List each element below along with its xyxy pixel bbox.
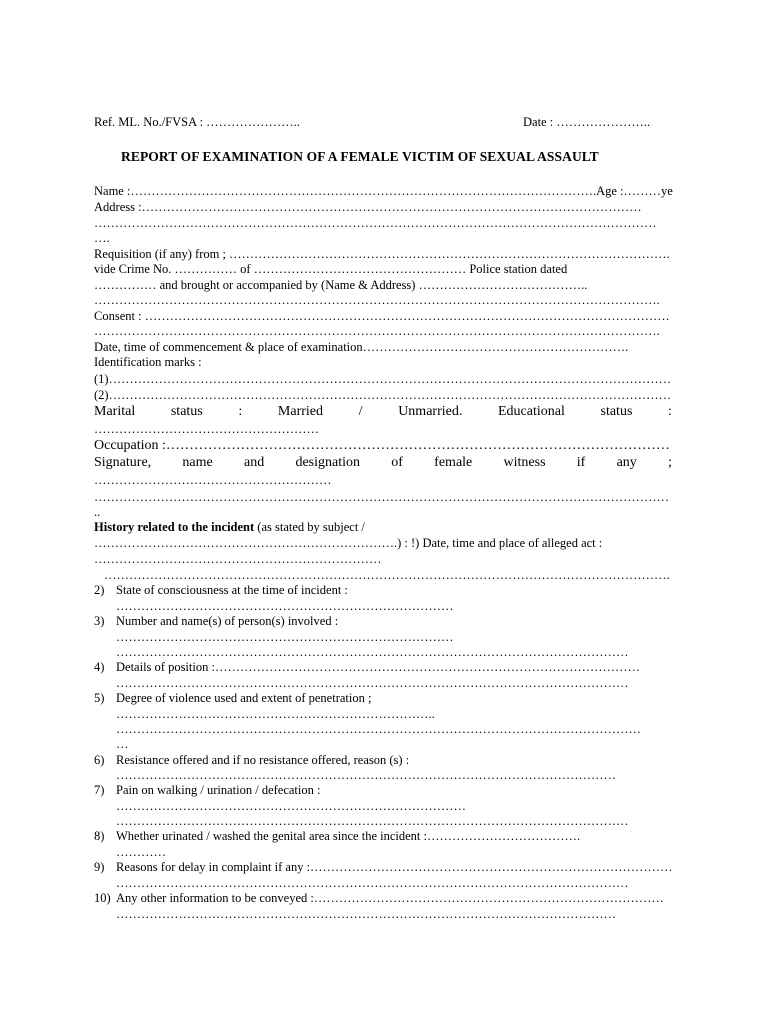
vide-crime-field: vide Crime No. …………… of …………………………………………… Police station dated xyxy=(94,262,568,276)
consent-line-2: ………………………………………………………………………………………………………………………. xyxy=(94,324,660,338)
report-date: Date : ………………….. xyxy=(523,115,651,129)
ref-number: Ref. ML. No./FVSA : ………………….. xyxy=(94,115,300,129)
list-item xyxy=(94,860,673,875)
date-time-field: Date, time of commencement & place of examination………………………………………………………. xyxy=(94,340,629,354)
marital-word: status xyxy=(600,404,633,419)
signature-word: if xyxy=(576,455,586,470)
item-label: State of consciousness at the time of incident : xyxy=(116,583,348,597)
marital-word: Educational xyxy=(497,404,565,419)
item-answer-line: …………………………………………………………………………………………………………… xyxy=(116,645,629,659)
item-number: 8) xyxy=(94,829,105,843)
item-label: Any other information to be conveyed :………………………………………………………………………… xyxy=(116,891,664,905)
signature-word: name xyxy=(182,455,213,470)
signature-word: Signature, xyxy=(94,455,152,470)
history-heading-row xyxy=(94,520,365,535)
marital-word: Marital xyxy=(94,404,136,419)
signature-line-4: .. xyxy=(94,505,101,519)
signature-line-3: ………………………………………………………………………………………………………………………… xyxy=(94,490,669,504)
list-item xyxy=(94,691,371,706)
identification-label: Identification marks : xyxy=(94,355,202,369)
item-label: Pain on walking / urination / defecation : xyxy=(116,783,321,797)
item-label: Reasons for delay in complaint if any :…………………………………………………………………………… xyxy=(116,860,673,874)
brought-by-field: …………… and brought or accompanied by (Name & Address) ………………………………….. xyxy=(94,278,588,292)
signature-word: female xyxy=(434,455,473,470)
address-line-3: …. xyxy=(94,231,110,245)
item-answer-line: ……………………………………………………………………… xyxy=(116,630,454,644)
address-line-2: ……………………………………………………………………………………………………………………… xyxy=(94,216,657,230)
item-number: 3) xyxy=(94,614,105,628)
history-heading: History related to the incident xyxy=(94,520,255,534)
item-number: 2) xyxy=(94,583,105,597)
history-line-3: …………………………………………………………… xyxy=(94,552,382,566)
history-line-2: ……………………………………………………………….) : !) Date, time and place of alleged act : xyxy=(94,536,603,550)
item-answer-line: ………………………………………………………………….. xyxy=(116,707,435,721)
marital-word: Unmarried. xyxy=(398,404,463,419)
item-label: Whether urinated / washed the genital area since the incident :………………………………. xyxy=(116,829,581,843)
identification-mark-1: (1)……………………………………………………………………………………………………………………… xyxy=(94,372,672,386)
signature-row xyxy=(94,455,672,470)
list-item xyxy=(94,891,664,906)
item-label: Details of position :………………………………………………………………………………………… xyxy=(116,660,640,674)
item-answer-line: …………………………………………………………………………………………………………… xyxy=(116,876,629,890)
item-answer-line: ………………………………………………………………………… xyxy=(116,799,466,813)
item-answer-line: ……………………………………………………………………… xyxy=(116,599,454,613)
marital-word: status xyxy=(170,404,203,419)
item-label: Degree of violence used and extent of penetration ; xyxy=(116,691,372,705)
item-number: 5) xyxy=(94,691,105,705)
address-field: Address :………………………………………………………………………………………………………… xyxy=(94,200,642,214)
item-number: 6) xyxy=(94,753,105,767)
item-label: Number and name(s) of person(s) involved : xyxy=(116,614,339,628)
name-field: Name :………………………………………………………………………………………………….Age :………ye xyxy=(94,184,673,198)
item-answer-line: ………… xyxy=(116,845,166,859)
signature-line-2: ………………………………………………… xyxy=(94,473,332,487)
list-item xyxy=(94,614,338,629)
educational-status-line: ……………………………………………… xyxy=(94,422,319,436)
history-line-4: ………………………………………………………………………………………………………………………. xyxy=(104,568,670,582)
item-answer-line: ………………………………………………………………………………………………………… xyxy=(116,768,616,782)
marital-word: Married xyxy=(277,404,324,419)
signature-word: any xyxy=(616,455,637,470)
item-answer-line: …………………………………………………………………………………………………………… xyxy=(116,676,629,690)
requisition-field: Requisition (if any) from ; ……………………………………………………………………………………………. xyxy=(94,247,670,261)
item-answer-line: … xyxy=(116,737,129,751)
brought-by-line-2: ………………………………………………………………………………………………………………………. xyxy=(94,293,660,307)
item-number: 4) xyxy=(94,660,105,674)
list-item xyxy=(94,783,320,798)
list-item xyxy=(94,753,409,768)
signature-word: of xyxy=(391,455,403,470)
signature-word: and xyxy=(243,455,265,470)
item-number: 7) xyxy=(94,783,105,797)
item-answer-line: ………………………………………………………………………………………………………… xyxy=(116,907,616,921)
signature-word: designation xyxy=(295,455,360,470)
marital-status-row xyxy=(94,404,672,419)
occupation-field: Occupation :……………………………………………………………………………………………… xyxy=(94,438,670,453)
marital-word: : xyxy=(668,404,672,419)
identification-mark-2: (2)……………………………………………………………………………………………………………………… xyxy=(94,388,672,402)
history-heading-rest: (as stated by subject / xyxy=(254,520,365,534)
signature-word: witness xyxy=(503,455,546,470)
page-title: REPORT OF EXAMINATION OF A FEMALE VICTIM OF SEXUAL ASSAULT xyxy=(121,149,599,164)
signature-word: ; xyxy=(668,455,672,470)
marital-word: / xyxy=(358,404,363,419)
item-label: Resistance offered and if no resistance offered, reason (s) : xyxy=(116,753,410,767)
marital-word: : xyxy=(238,404,243,419)
item-answer-line: …………………………………………………………………………………………………………… xyxy=(116,814,629,828)
consent-field: Consent : ……………………………………………………………………………………………………………… xyxy=(94,309,670,323)
item-number: 10) xyxy=(94,891,111,905)
list-item xyxy=(94,829,580,844)
item-answer-line: ……………………………………………………………………………………………………………… xyxy=(116,722,641,736)
item-number: 9) xyxy=(94,860,105,874)
list-item xyxy=(94,583,348,598)
list-item xyxy=(94,660,640,675)
